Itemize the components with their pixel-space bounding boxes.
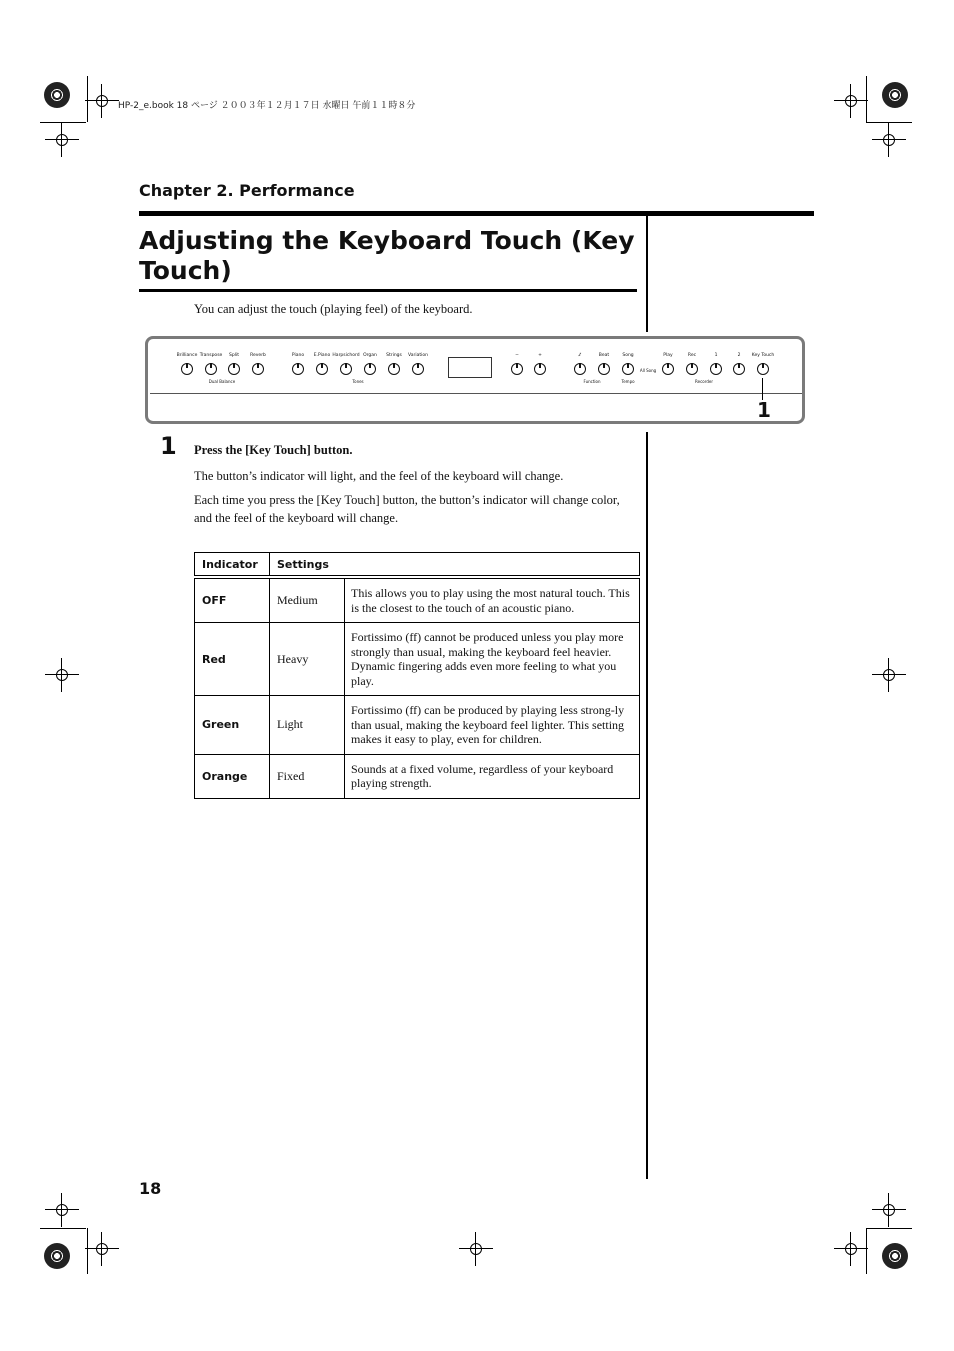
panel-button-icon (662, 363, 674, 375)
trim-mark (40, 1228, 86, 1229)
registration-disc-icon (44, 1243, 70, 1269)
file-info-line: HP-2_e.book 18 ページ ２００３年１２月１７日 水曜日 午前１１時８分 (118, 101, 416, 111)
trim-mark (866, 1228, 867, 1274)
table-header-row (195, 553, 640, 576)
chapter-heading: Chapter 2. Performance (139, 181, 355, 200)
trim-mark (866, 1228, 912, 1229)
panel-label: 2 (737, 353, 741, 358)
panel-label: Brilliance (176, 353, 198, 358)
crosshair-icon (880, 1201, 898, 1219)
panel-label: Split (229, 353, 239, 358)
panel-button-icon (686, 363, 698, 375)
panel-label: + (538, 353, 542, 358)
registration-disc-icon (882, 1243, 908, 1269)
panel-button-icon (511, 363, 523, 375)
table-row (195, 623, 640, 696)
panel-label: Beat (598, 353, 610, 358)
panel-label: Organ (363, 353, 377, 358)
panel-button-icon (574, 363, 586, 375)
description-cell: Sounds at a fixed volume, regardless of your keyboard playing strength. (345, 754, 640, 798)
panel-sublabel: Recorder (695, 379, 713, 384)
panel-sublabel: Dual Balance (208, 379, 236, 384)
callout-number: 1 (757, 398, 771, 422)
panel-button-icon (181, 363, 193, 375)
column-header-indicator: Indicator (195, 553, 270, 576)
panel-button-icon (205, 363, 217, 375)
panel-button-icon (316, 363, 328, 375)
table-row (195, 754, 640, 798)
crosshair-icon (842, 92, 860, 110)
column-header-settings: Settings (270, 553, 640, 576)
indicator-cell: Green (195, 696, 270, 755)
crosshair-icon (842, 1240, 860, 1258)
crosshair-icon (53, 131, 71, 149)
registration-disc-icon (882, 82, 908, 108)
indicator-cell: OFF (195, 579, 270, 623)
trim-mark (866, 122, 912, 123)
column-rule (646, 216, 648, 332)
page-number: 18 (139, 1179, 162, 1198)
registration-disc-icon (44, 82, 70, 108)
panel-button-icon (710, 363, 722, 375)
panel-sublabel: Tones (352, 379, 364, 384)
step-paragraph: Each time you press the [Key Touch] button, the button’s indicator will change color, and the feel of the keyboard will change. (194, 493, 620, 525)
column-rule (646, 432, 648, 1179)
panel-label: Harpsichord (332, 353, 360, 358)
panel-button-icon (733, 363, 745, 375)
panel-button-icon (412, 363, 424, 375)
intro-paragraph: You can adjust the touch (playing feel) of the keyboard. (194, 302, 473, 316)
crosshair-icon (880, 666, 898, 684)
indicator-cell: Orange (195, 754, 270, 798)
panel-button-icon (598, 363, 610, 375)
description-cell: This allows you to play using the most natural touch. This is the closest to the touch of an acoustic piano. (345, 579, 640, 623)
key-touch-settings-table (194, 552, 640, 799)
panel-label: E.Piano (313, 353, 331, 358)
step-number: 1 (160, 432, 177, 460)
trim-mark (40, 122, 86, 123)
panel-display (448, 357, 492, 378)
panel-label: Rec (687, 353, 697, 358)
title-rule (139, 289, 637, 292)
crosshair-icon (467, 1240, 485, 1258)
trim-mark (87, 76, 88, 122)
panel-label: Piano (291, 353, 305, 358)
step-instruction: Press the [Key Touch] button. (194, 443, 353, 457)
crosshair-icon (53, 666, 71, 684)
crosshair-icon (880, 131, 898, 149)
panel-button-icon (292, 363, 304, 375)
panel-label: 1 (714, 353, 718, 358)
setting-cell: Fixed (270, 754, 345, 798)
section-title: Adjusting the Keyboard Touch (Key Touch) (139, 226, 635, 285)
setting-cell: Medium (270, 579, 345, 623)
panel-button-icon (388, 363, 400, 375)
panel-sublabel: Tempo (621, 379, 635, 384)
setting-cell: Heavy (270, 623, 345, 696)
key-touch-button-icon (757, 363, 769, 375)
crosshair-icon (53, 1201, 71, 1219)
indicator-cell: Red (195, 623, 270, 696)
description-cell: Fortissimo (ff) cannot be produced unless you play more strongly than usual, making the keyboard feel heavier. Dynamic fingering adds even more feeling to what you play. (345, 623, 640, 696)
chapter-rule (139, 211, 814, 216)
step-paragraph: The button’s indicator will light, and the feel of the keyboard will change. (194, 469, 564, 483)
panel-label: Song (622, 353, 634, 358)
trim-mark (87, 1228, 88, 1274)
panel-sublabel: All Song (639, 368, 657, 373)
crosshair-icon (93, 1240, 111, 1258)
panel-label: Play (663, 353, 673, 358)
panel-label: Variation (408, 353, 428, 358)
panel-label: Strings (386, 353, 402, 358)
trim-mark (866, 76, 867, 122)
table-row (195, 696, 640, 755)
crosshair-icon (93, 92, 111, 110)
table-row (195, 579, 640, 623)
description-cell: Fortissimo (ff) can be produced by playing less strong-ly than usual, making the keyboard feel lighter. This setting makes it easy to play, even for children. (345, 696, 640, 755)
panel-label: ♪̸ (578, 353, 582, 358)
panel-sublabel: Function (583, 379, 601, 384)
panel-button-icon (622, 363, 634, 375)
panel-label: Reverb (250, 353, 266, 358)
panel-label: − (515, 353, 519, 358)
panel-label: Key Touch (751, 353, 775, 358)
panel-button-icon (534, 363, 546, 375)
panel-button-icon (364, 363, 376, 375)
callout-line (762, 378, 763, 400)
panel-label: Transpose (199, 353, 223, 358)
panel-button-icon (252, 363, 264, 375)
panel-divider (150, 393, 802, 394)
panel-button-icon (340, 363, 352, 375)
setting-cell: Light (270, 696, 345, 755)
panel-button-icon (228, 363, 240, 375)
